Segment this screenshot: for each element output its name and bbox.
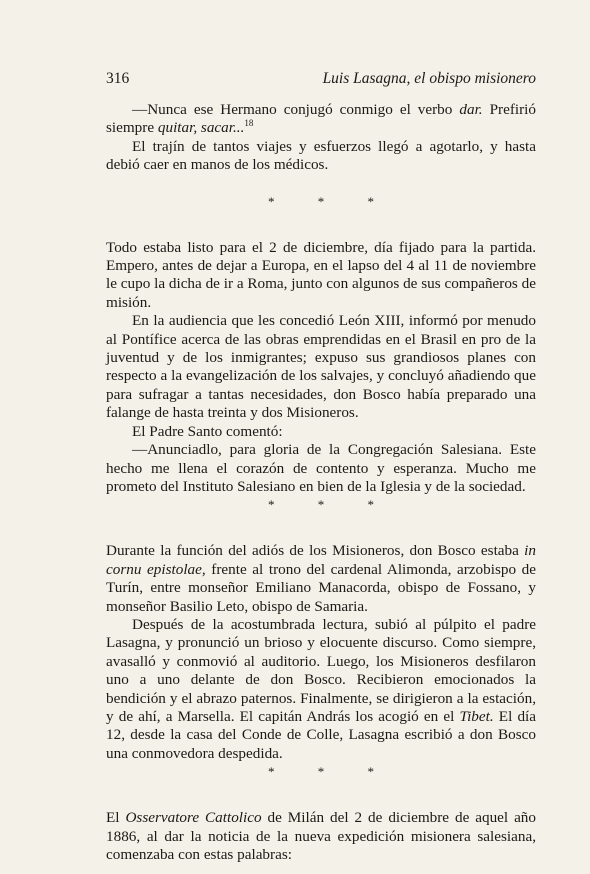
paragraph: El trajín de tantos viajes y esfuerzos llegó a agotarlo, y hasta debió caer en manos de los médicos. — [106, 137, 536, 174]
paragraph — [106, 809, 536, 864]
section-separator: * * * — [268, 193, 374, 209]
paragraph-text: —Nunca ese Hermano conjugó conmigo el verbo — [132, 101, 460, 118]
paragraph-text: Después de la acostumbrada lectura, subió al púlpito el padre Lasagna, y pronunció un brioso y elocuente discurso. Como siempre, avasalló y conmovió al auditorio. Luego, los Misioneros desfilaron uno a uno delante de don Bosco. Recibieron emocionados la bendición y el abrazo paternos. Finalmente, se dirigieron a la estación, y de ahí, a Marsella. El capitán András los acogió en el — [106, 615, 536, 725]
paragraph — [106, 542, 536, 616]
paragraph: En la audiencia que les concedió León XIII, informó por menudo al Pontífice acerca de las obras emprendidas en el Brasil en pro de la juventud y de los inmigrantes; expuso sus grandiosos planes con respecto a la evangelización de los salvajes, y concluyó añadiendo que para sufragar a tantas necesidades, don Bosco había preparado una falange de hasta treinta y dos Misioneros. — [106, 312, 536, 422]
section-separator: * * * — [268, 764, 374, 780]
paragraph-text: Prefirió siempre — [106, 101, 536, 137]
page-body — [106, 101, 536, 864]
paragraph — [106, 616, 536, 763]
running-title: Luis Lasagna, el obispo misionero — [322, 70, 536, 87]
emphasis: dar. — [459, 101, 483, 118]
section-separator: * * * — [268, 497, 374, 513]
page-number: 316 — [106, 70, 130, 87]
paragraph-text: Durante la función del adiós de los Misioneros, don Bosco estaba — [106, 542, 525, 560]
paragraph — [106, 101, 536, 138]
emphasis: Tibet. — [459, 707, 494, 725]
paragraph: Todo estaba listo para el 2 de diciembre, día fijado para la partida. Empero, antes de dejar a Europa, en el lapso del 4 al 11 de noviembre le cupo la dicha de ir a Roma, junto con algunos de sus compañeros de misión. — [106, 238, 536, 311]
paragraph-text: frente al trono del cardenal Alimonda, arzobispo de Turín, entre monseñor Emiliano Manacorda, obispo de Fossano, y monseñor Basilio Leto, obispo de Samaria. — [106, 560, 536, 615]
emphasis: quitar, sacar... — [157, 119, 245, 137]
paragraph: El Padre Santo comentó: — [132, 422, 283, 440]
paragraph-text: El día 12, desde la casa del Conde de Colle, Lasagna escribió a don Bosco una conmovedora despedida. — [106, 707, 536, 762]
emphasis: in cornu epistolae, — [106, 542, 536, 578]
footnote-ref: 18 — [244, 118, 254, 129]
paragraph-text: El — [106, 809, 126, 827]
running-header — [106, 70, 536, 88]
paragraph: —Anunciadlo, para gloria de la Congregación Salesiana. Este hecho me llena el corazón de contento y esperanza. Mucho me prometo del Instituto Salesiano en bien de la Iglesia y de la sociedad. — [106, 441, 536, 495]
paragraph-text: de Milán del 2 de diciembre de aquel año 1886, al dar la noticia de la nueva expedición misionera salesiana, comenzaba con estas palabras: — [106, 809, 536, 863]
emphasis: Osservatore Cattolico — [125, 809, 262, 827]
